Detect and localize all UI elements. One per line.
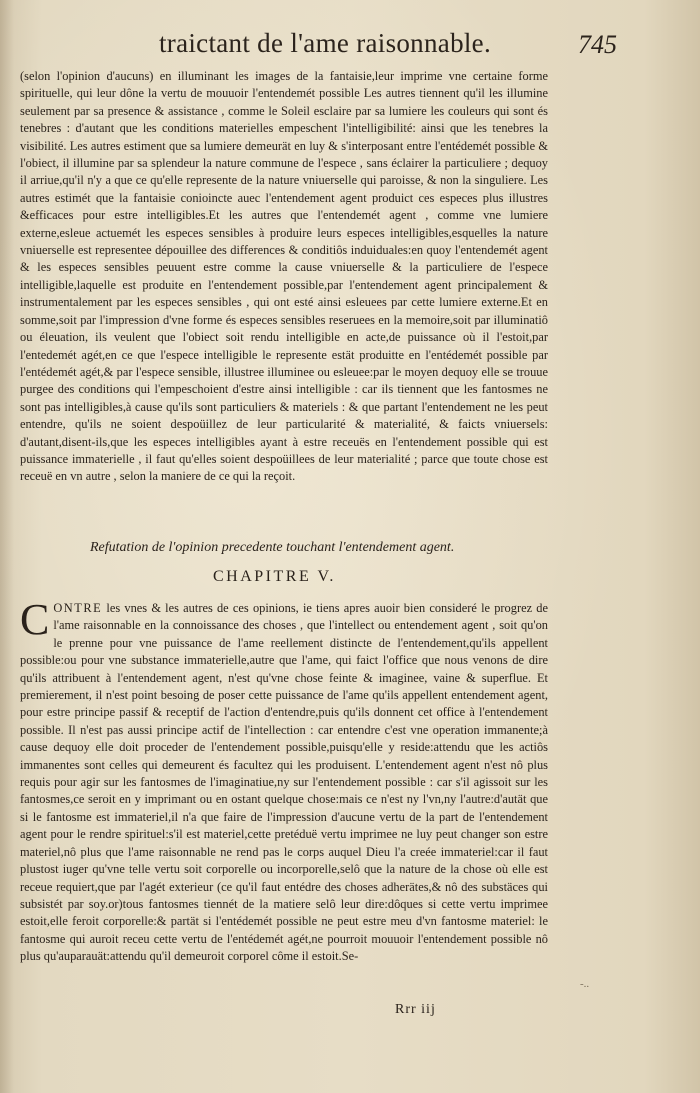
drop-cap: C [20, 595, 50, 644]
body-paragraph-2 [20, 595, 548, 966]
page-number: 745 [578, 30, 617, 59]
section-heading: Refutation de l'opinion precedente touchant l'entendement agent. [90, 540, 455, 555]
signature-mark: Rrr iij [395, 1002, 436, 1017]
paragraph-2-text: les vnes & les autres de ces opinions, ie tiens apres auoir bien consideré le progrez de l'ame raisonnable en la connoissance des choses , que l'intellect ou entendement agent , soit qu'on le prenne pour vne puissance de l'ame reellement distincte de l'entendement,qu'ils appellent possible:ou pour vne substance immaterielle,autre que l'ame, qui faict l'office que nous venons de dire qu'ils attribuent à l'entendement agent, n'est qu'vne chose feinte & imaginee, vaine & superflue. Et premierement, il n'est point besoing de poser cette puissance de l'ame qu'ils appellent entendement agent, pour estre principe passif & receptif de l'action d'entendre,puis qu'ils donnent cet office à l'entendement possible. Il n'est pas aussi principe actif de l'intellection : car entendre c'est vne operation immanente;à cause dequoy elle doit proceder de l'entendement possible,puisqu'elle y reside:attendu que les actiôs immanentes sont celles qui demeurent és facultez qui les produisent. L'entendement agent n'est nô plus requis pour agir sur les fantosmes de l'imaginatiue,ny sur l'entendement possible : car s'il agissoit sur les fantosmes,ce seroit en y imprimant ou en ostant quelque chose:mais ce n'est ny l'vn,ny l'autre:d'autät que si le fantosme est immateriel,il n'a que faire de l'impression d'aucune vertu de la part de l'entendement agent pour le rendre spirituel:s'il est materiel,cette pretéduë vertu imprimee ne luy peut changer son estre materiel,nô plus que l'ame raisonnable ne rend pas le corps auquel Dieu l'a creée immateriel:car il faut plustost iuger qu'vne telle vertu soit corporelle ou incorporelle,selô que la nature de la chose où elle est receue requiert,que par l'agét exterieur (ce qu'il faut entédre des choses adherätes,& nô des substäces qui subsistét par soy.or)tous fantosmes tiennét de la matiere selô leur dire:dôques si cette vertu imprimee estoit,elle feroit corporelle:& partät si l'entédemét possible ne peut estre meu d'vn fantosme materiel: le fantosme qui auroit receu cette vertu de l'entédemét agét,ne pourroit mouuoir l'entendement possible nô plus qu'auparauät:attendu qu'il demeuroit corporel côme il estoit.Se- [20, 601, 548, 964]
chapter-heading: CHAPITRE V. [213, 568, 336, 585]
spine-shadow [0, 0, 14, 1093]
opening-small-caps: ONTRE [53, 601, 103, 615]
running-title: traictant de l'ame raisonnable. [158, 28, 492, 58]
margin-mark: -.. [580, 978, 590, 990]
body-paragraph-1: (selon l'opinion d'aucuns) en illuminant les images de la fantaisie,leur imprime vne certaine forme spirituelle, qui leur dône la vertu de mouuoir l'entendemét possible Les autres tiennent qu'il les illumine seulement par sa presence & assistance , comme le Soleil esclaire par sa lumiere les couleurs qui sont és tenebres : d'autant que les conditions materielles empeschent l'intelligibilité: ainsi que les tenebres la visibilité. Les autres estiment que sa lumiere demeurät en luy & s'interposant entre l'entédemét possible & l'obiect, il illumine par sa splendeur la nature commune de l'espece , sans éclairer la particuliere ; dequoy il arriue,qu'il n'y a que ce qu'elle represente de la nature vniuerselle qui paroisse, & non la singuliere. Les autres estimét que la fantaisie conioincte auec l'entendement agent produict ces especes plus illustres &efficaces pour estre intelligibles.Et les autres que l'entendemét agent , comme vne lumiere externe,esleue actuemét les especes sensibles à produire leurs especes intelligibles,esquelles la nature vniuerselle est representee dépouillee des differences & conditiôs induiduales:en quoy l'entendemét agent & les especes sensibles peuuent estre comme la cause vniuerselle & la particuliere de l'espece intelligible,laquelle est produite en l'entendement possible,par l'entendement agent principalement & instrumentalement par les especes sensibles , qui ont esté ainsi esleuees par cette lumiere externe.Et en somme,soit par l'impression d'vne forme és especes sensibles reseruees en la memoire,soit par illuminatiô ou éleuation, ils veulent que l'obiect soit rendu intelligible en acte,de puissance où il l'estoit,par l'entedemét agét,en ce que l'espece intelligible le represente estät produitte en l'entédemét possible par l'entédemét agét,& par l'espece sensible, illustree illuminee ou esleuee:par le moyen dequoy elle se trouue purgee des conditions qui l'empeschoient d'estre ainsi intelligible : car ils tiennent que les fantosmes ne sont pas intelligibles,à cause qu'ils sont particuliers & materiels : & que partant l'entendement ne les peut entendre, qu'ils ne soient despoüillez de leur particularité & materialité, & faicts vniuersels: d'autant,disent-ils,que les especes intelligibles ayant à estre receuës en l'entendement possible qui est puissance immaterielle , il faut qu'elles soient despoüillees de leur materialité ; parce que toute chose est receuë en vn autre , selon la maniere de ce qui la reçoit. [20, 69, 548, 484]
